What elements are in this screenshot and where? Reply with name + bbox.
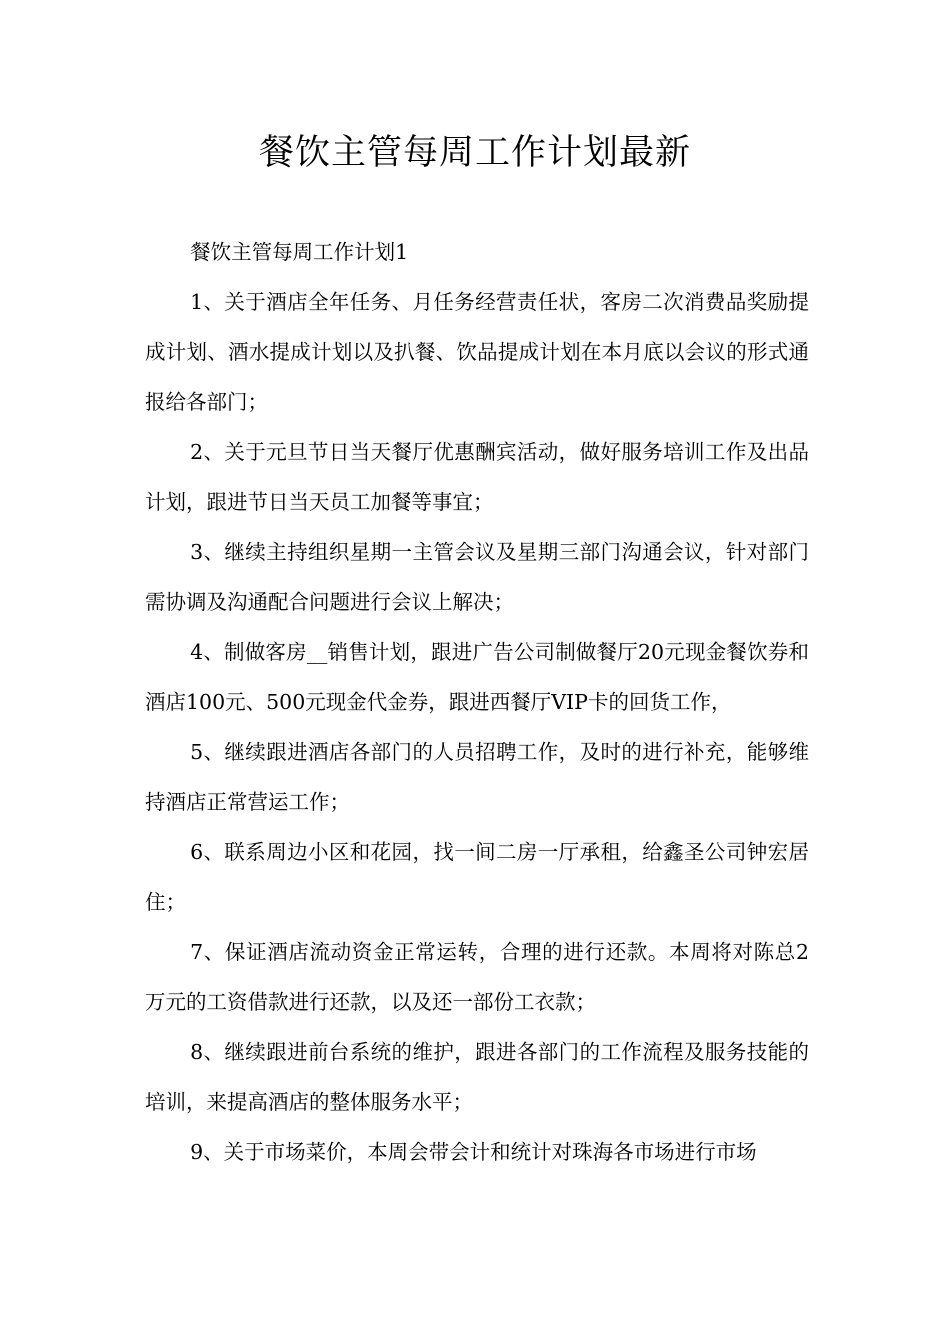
paragraph-2: 2、关于元旦节日当天餐厅优惠酬宾活动，做好服务培训工作及出品计划，跟进节日当天员工加餐等事宜； (145, 440, 809, 514)
paragraph-9: 9、关于市场菜价，本周会带会计和统计对珠海各市场进行市场 (190, 1140, 757, 1164)
document-body (145, 227, 809, 1177)
section-heading: 餐饮主管每周工作计划1 (190, 240, 409, 264)
paragraph-4: 4、制做客房__销售计划，跟进广告公司制做餐厅20元现金餐饮券和酒店100元、500元现金代金券，跟进西餐厅VIP卡的回货工作， (145, 640, 809, 714)
paragraph-6: 6、联系周边小区和花园，找一间二房一厅承租，给鑫圣公司钟宏居住； (145, 840, 809, 914)
paragraph-3: 3、继续主持组织星期一主管会议及星期三部门沟通会议，针对部门需协调及沟通配合问题进行会议上解决； (145, 540, 809, 614)
paragraph-8: 8、继续跟进前台系统的维护，跟进各部门的工作流程及服务技能的培训，来提高酒店的整体服务水平； (145, 1040, 809, 1114)
paragraph-5: 5、继续跟进酒店各部门的人员招聘工作，及时的进行补充，能够维持酒店正常营运工作； (145, 740, 809, 814)
paragraph-1: 1、关于酒店全年任务、月任务经营责任状，客房二次消费品奖励提成计划、酒水提成计划以及扒餐、饮品提成计划在本月底以会议的形式通报给各部门； (145, 290, 809, 414)
document-title: 餐饮主管每周工作计划最新 (258, 133, 691, 173)
paragraph-7: 7、保证酒店流动资金正常运转，合理的进行还款。本周将对陈总2万元的工资借款进行还款，以及还一部份工衣款； (145, 940, 809, 1014)
